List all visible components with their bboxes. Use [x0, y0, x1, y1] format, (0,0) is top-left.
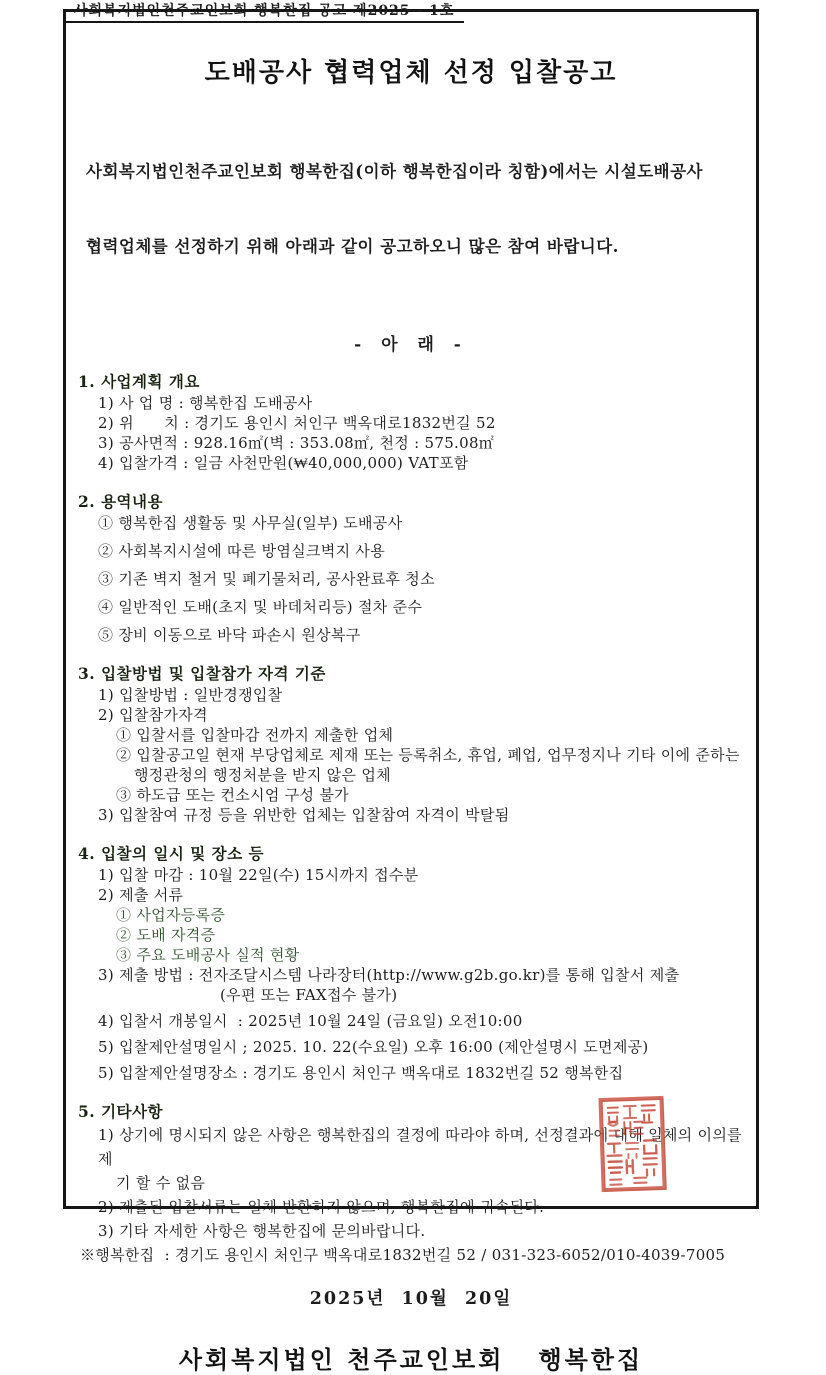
section-item: 기 할 수 없음: [116, 1174, 206, 1192]
section-heading: 1. 사업계획 개요: [78, 372, 200, 391]
section-s4: [78, 843, 744, 1083]
page-title: 도배공사 협력업체 선정 입찰공고: [204, 58, 618, 88]
intro-line-2: 협력업체를 선정하기 위해 아래과 같이 공고하오니 많은 참여 바랍니다.: [86, 237, 619, 256]
section-heading: 2. 용역내용: [78, 492, 163, 511]
section-item: 1) 상기에 명시되지 않은 사항은 행복한집의 결정에 따라야 하며, 선정결과에 대해 일체의 이의를 제: [98, 1126, 747, 1168]
section-heading: 3. 입찰방법 및 입찰참가 자격 기준: [78, 664, 326, 683]
section-item: 1) 입찰방법 : 일반경쟁입찰: [98, 686, 283, 704]
section-item: 5) 입찰제안설명일시 ; 2025. 10. 22(수요일) 오후 16:00 (제안설명시 도면제공): [98, 1038, 649, 1056]
section-item: 2) 제출된 입찰서류는 일체 반환하지 않으며, 행복한집에 귀속된다.: [98, 1198, 545, 1216]
section-item: ① 행복한집 생활동 및 사무실(일부) 도배공사: [98, 514, 403, 532]
section-heading: 5. 기타사항: [78, 1102, 163, 1121]
intro-paragraph: [86, 109, 744, 309]
section-s3: [78, 663, 744, 825]
section-item: 2) 제출 서류: [98, 886, 184, 904]
section-item: ⑤ 장비 이동으로 바닥 파손시 원상복구: [98, 626, 361, 644]
scanned-bid-notice-document: [0, 3, 826, 1374]
section-item: ② 사회복지시설에 따른 방염실크벽지 사용: [98, 542, 386, 560]
section-item: 1) 사 업 명 : 행복한집 도배공사: [98, 394, 313, 412]
below-divider-label: - 아 래 -: [354, 335, 468, 355]
section-item: ① 입찰서를 입찰마감 전까지 제출한 업체: [116, 726, 394, 744]
section-item: 3) 입찰참여 규정 등을 위반한 업체는 입찰참여 자격이 박탈됨: [98, 806, 510, 824]
section-item: ③ 기존 벽지 철거 및 폐기물처리, 공사완료후 청소: [98, 570, 435, 588]
announcement-date: 2025년 10월 20일: [309, 1289, 513, 1309]
section-s1: [78, 371, 744, 473]
section-item: 4) 입찰서 개봉일시 : 2025년 10월 24일 (금요일) 오전10:00: [98, 1012, 523, 1030]
section-heading: 4. 입찰의 일시 및 장소 등: [78, 844, 264, 863]
document-number-header: 사회복지법인천주교인보회 행복한집 공고 제2025 - 1호: [66, 0, 464, 23]
section-item: 행정관청의 행정처분을 받지 않은 업체: [134, 766, 391, 784]
section-item: ③ 하도급 또는 컨소시엄 구성 불가: [116, 786, 349, 804]
section-item: ② 도배 자격증: [116, 926, 216, 944]
document-border-frame: [63, 3, 759, 1374]
section-item: 1) 입찰 마감 : 10월 22일(수) 15시까지 접수분: [98, 866, 419, 884]
red-seal-stamp-icon: [596, 1094, 669, 1192]
section-item: 3) 제출 방법 : 전자조달시스템 나라장터(http://www.g2b.go.kr)를 통해 입찰서 제출: [98, 966, 680, 984]
section-item: (우편 또는 FAX접수 불가): [220, 986, 398, 1004]
section-item: ④ 일반적인 도배(초지 및 바데처리등) 절차 준수: [98, 598, 423, 616]
section-item: 5) 입찰제안설명장소 : 경기도 용인시 처인구 백옥대로 1832번길 52 행복한집: [98, 1064, 624, 1082]
organization-signature: 사회복지법인 천주교인보회 행복한집: [178, 1345, 644, 1374]
section-item: 2) 입찰참가자격: [98, 706, 208, 724]
section-item: 4) 입찰가격 : 일금 사천만원(₩40,000,000) VAT포함: [98, 454, 469, 472]
section-item: 2) 위 치 : 경기도 용인시 처인구 백옥대로1832번길 52: [98, 414, 496, 432]
section-s2: [78, 491, 744, 645]
section-item: ③ 주요 도배공사 실적 현황: [116, 946, 300, 964]
section-item: ① 사업자등록증: [116, 906, 226, 924]
section-item: ② 입찰공고일 현재 부당업체로 제재 또는 등록취소, 휴업, 폐업, 업무정지나 기타 이에 준하는: [116, 746, 740, 764]
section-item: ※행복한집 : 경기도 용인시 처인구 백옥대로1832번길 52 / 031-323-6052/010-4039-7005: [80, 1246, 726, 1264]
section-item: 3) 공사면적 : 928.16㎡(벽 : 353.08㎡, 천정 : 575.08㎡: [98, 434, 495, 452]
intro-line-1: 사회복지법인천주교인보회 행복한집(이하 행복한집이라 칭함)에서는 시설도배공사: [86, 162, 703, 181]
section-item: 3) 기타 자세한 사항은 행복한집에 문의바랍니다.: [98, 1222, 426, 1240]
